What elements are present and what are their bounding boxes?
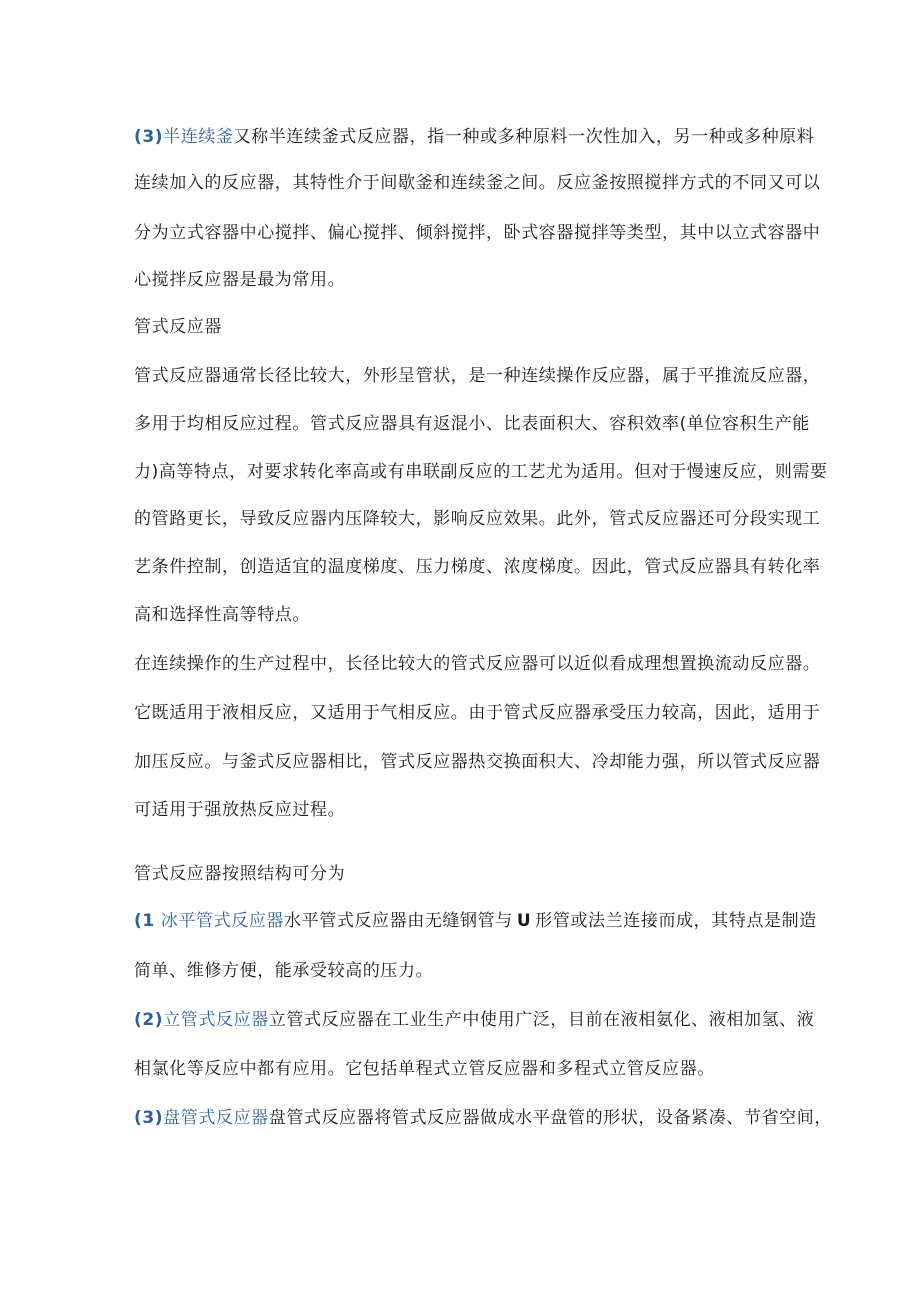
paragraph-tubular-line-3: 力)高等特点，对要求转化率高或有串联副反应的工艺尤为适用。但对于慢速反应，则需要 xyxy=(134,462,828,482)
item-number: (2) xyxy=(134,1010,164,1030)
paragraph-continuous-line-4: 可适用于强放热反应过程。 xyxy=(134,800,346,820)
paragraph-tubular-line-6: 高和选择性高等特点。 xyxy=(134,605,310,625)
paragraph-continuous-line-2: 它既适用于液相反应，又适用于气相反应。由于管式反应器承受压力较高，因此，适用于 xyxy=(134,703,821,723)
text-run: 形管或法兰连接而成，其特点是制造 xyxy=(535,911,817,931)
term-highlight: 立管式反应器 xyxy=(163,1010,269,1030)
text-run: 立管式反应器在工业生产中使用广泛，目前在液相氨化、液相加氢、液 xyxy=(268,1010,815,1030)
paragraph-vertical-line-2: 相氯化等反应中都有应用。它包括单程式立管反应器和多程式立管反应器。 xyxy=(134,1059,715,1079)
paragraph-horizontal-line-1 xyxy=(134,909,817,933)
term-highlight: 冰平管式反应器 xyxy=(160,911,285,931)
item-number: (3) xyxy=(134,1108,164,1128)
paragraph-semi-continuous-line-1 xyxy=(134,125,814,149)
item-number: (3) xyxy=(134,127,164,147)
paragraph-semi-continuous-line-2: 连续加入的反应器，其特性介于间歇釜和连续釜之间。反应釜按照搅拌方式的不同又可以 xyxy=(134,173,821,193)
paragraph-tubular-line-4: 的管路更长，导致反应器内压降较大，影响反应效果。此外，管式反应器还可分段实现工 xyxy=(134,509,821,529)
paragraph-semi-continuous-line-3: 分为立式容器中心搅拌、偏心搅拌、倾斜搅拌，卧式容器搅拌等类型，其中以立式容器中 xyxy=(134,223,821,243)
paragraph-tubular-line-5: 艺条件控制，创造适宜的温度梯度、压力梯度、浓度梯度。因此，管式反应器具有转化率 xyxy=(134,557,821,577)
paragraph-coil-line-1 xyxy=(134,1106,832,1130)
text-run: 又称半连续釜式反应器，指一种或多种原料一次性加入，另一种或多种原料 xyxy=(233,127,815,147)
paragraph-continuous-line-3: 加压反应。与釜式反应器相比，管式反应器热交换面积大、冷却能力强，所以管式反应器 xyxy=(134,752,821,772)
paragraph-vertical-line-1 xyxy=(134,1008,814,1032)
paragraph-semi-continuous-line-4: 心搅拌反应器是最为常用。 xyxy=(134,270,346,290)
text-run: 水平管式反应器由无缝钢管与 xyxy=(284,911,513,931)
text-run: 盘管式反应器将管式反应器做成水平盘管的形状，设备紧凑、节省空间， xyxy=(268,1108,832,1128)
term-highlight: 盘管式反应器 xyxy=(163,1108,269,1128)
paragraph-continuous-line-1: 在连续操作的生产过程中，长径比较大的管式反应器可以近似看成理想置换流动反应器。 xyxy=(134,654,821,674)
item-number: (1 xyxy=(134,911,155,931)
term-highlight: 半连续釜 xyxy=(163,127,234,147)
paragraph-horizontal-line-2: 简单、维修方便，能承受较高的压力。 xyxy=(134,961,434,981)
paragraph-tubular-line-2: 多用于均相反应过程。管式反应器具有返混小、比表面积大、容积效率(单位容积生产能 xyxy=(134,414,811,434)
section-heading-tubular-reactor: 管式反应器 xyxy=(134,317,222,337)
text-run-bold-u: U xyxy=(516,911,532,931)
paragraph-tubular-line-1: 管式反应器通常长径比较大，外形呈管状，是一种连续操作反应器，属于平推流反应器， xyxy=(134,366,821,386)
section-heading-classification: 管式反应器按照结构可分为 xyxy=(134,864,346,884)
